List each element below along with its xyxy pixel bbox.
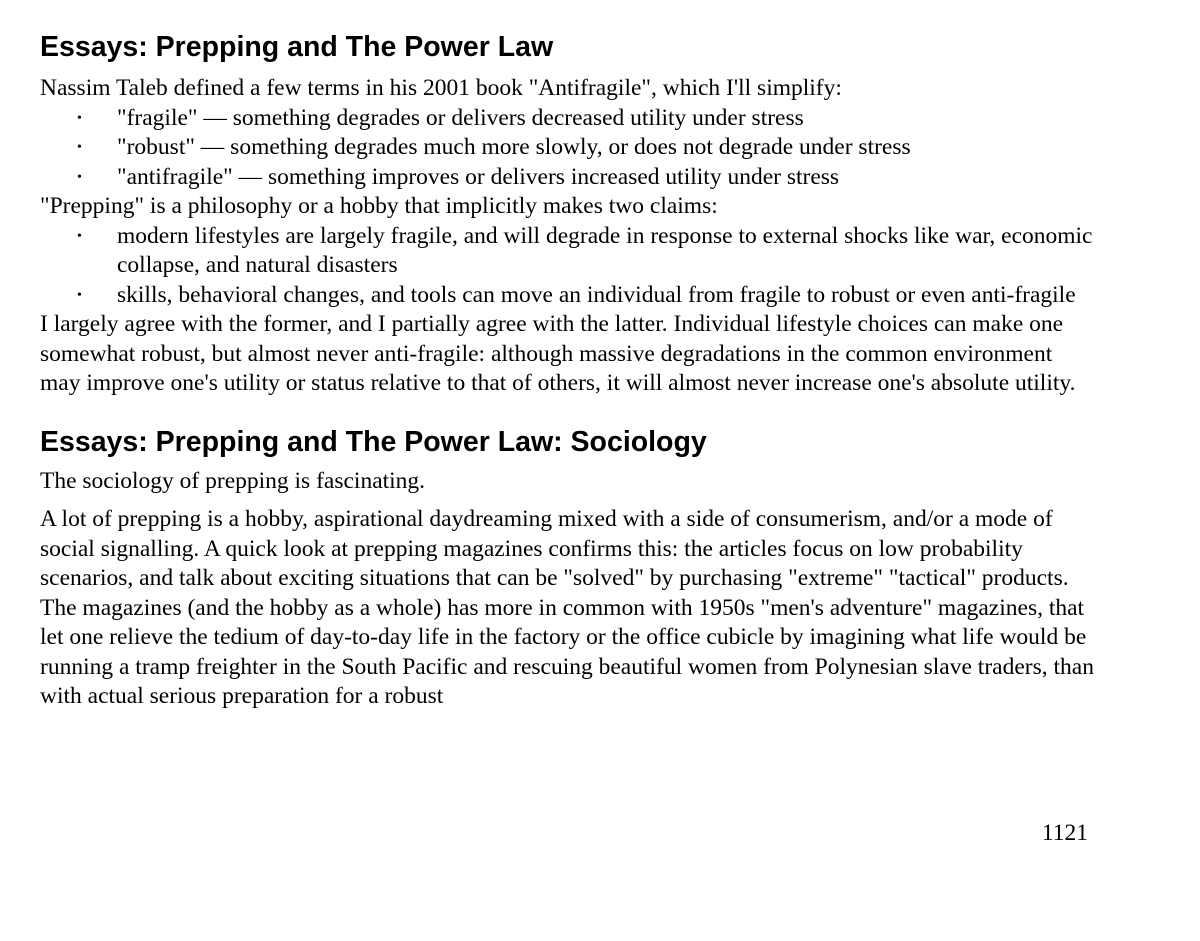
definition-fragile: • "fragile" — something degrades or delivers decreased utility under stress — [117, 104, 1095, 134]
section-heading-prepping: Essays: Prepping and The Power Law — [40, 31, 554, 63]
claim-item-skills-tools: • skills, behavioral changes, and tools can move an individual from fragile to robust or even anti-fragile — [117, 281, 1095, 311]
page-number: 1121 — [1041, 820, 1088, 846]
document-page — [40, 0, 1095, 712]
definitions-list — [40, 104, 1095, 193]
claims-intro-paragraph: "Prepping" is a philosophy or a hobby that implicitly makes two claims: — [40, 193, 718, 219]
section-heading-sociology: Essays: Prepping and The Power Law: Sociology — [40, 425, 707, 458]
sociology-paragraph-2: A lot of prepping is a hobby, aspirational daydreaming mixed with a side of consumerism, and/or a mode of social signalling. A quick look at prepping magazines confirms this: the articles focus on low probability scenarios, and talk about exciting situations that can be "solved" by purchasing "extreme" "tactical" products. The magazines (and the hobby as a whole) has more in common with 1950s "men's adventure" magazines, that let one relieve the tedium of day-to-day life in the factory or the office cubicle by imagining what life would be running a tramp freighter in the South Pacific and rescuing beautiful women from Polynesian slave traders, than with actual serious preparation for a robust — [40, 506, 1094, 709]
conclusion-paragraph: I largely agree with the former, and I partially agree with the latter. Individual lifestyle choices can make one somewhat robust, but almost never anti-fragile: although massive degradations in the common environment may improve one's utility or status relative to that of others, it will almost never increase one's absolute utility. — [40, 311, 1076, 396]
sociology-paragraph-1: The sociology of prepping is fascinating. — [40, 467, 426, 494]
claims-list — [40, 222, 1095, 311]
definition-robust: • "robust" — something degrades much more slowly, or does not degrade under stress — [117, 133, 1095, 163]
intro-paragraph: Nassim Taleb defined a few terms in his 2001 book "Antifragile", which I'll simplify: — [40, 75, 842, 101]
definition-antifragile: • "antifragile" — something improves or delivers increased utility under stress — [117, 163, 1095, 193]
claim-item-fragile-lifestyles: • modern lifestyles are largely fragile, and will degrade in response to external shocks like war, economic collapse, and natural disasters — [117, 222, 1095, 281]
